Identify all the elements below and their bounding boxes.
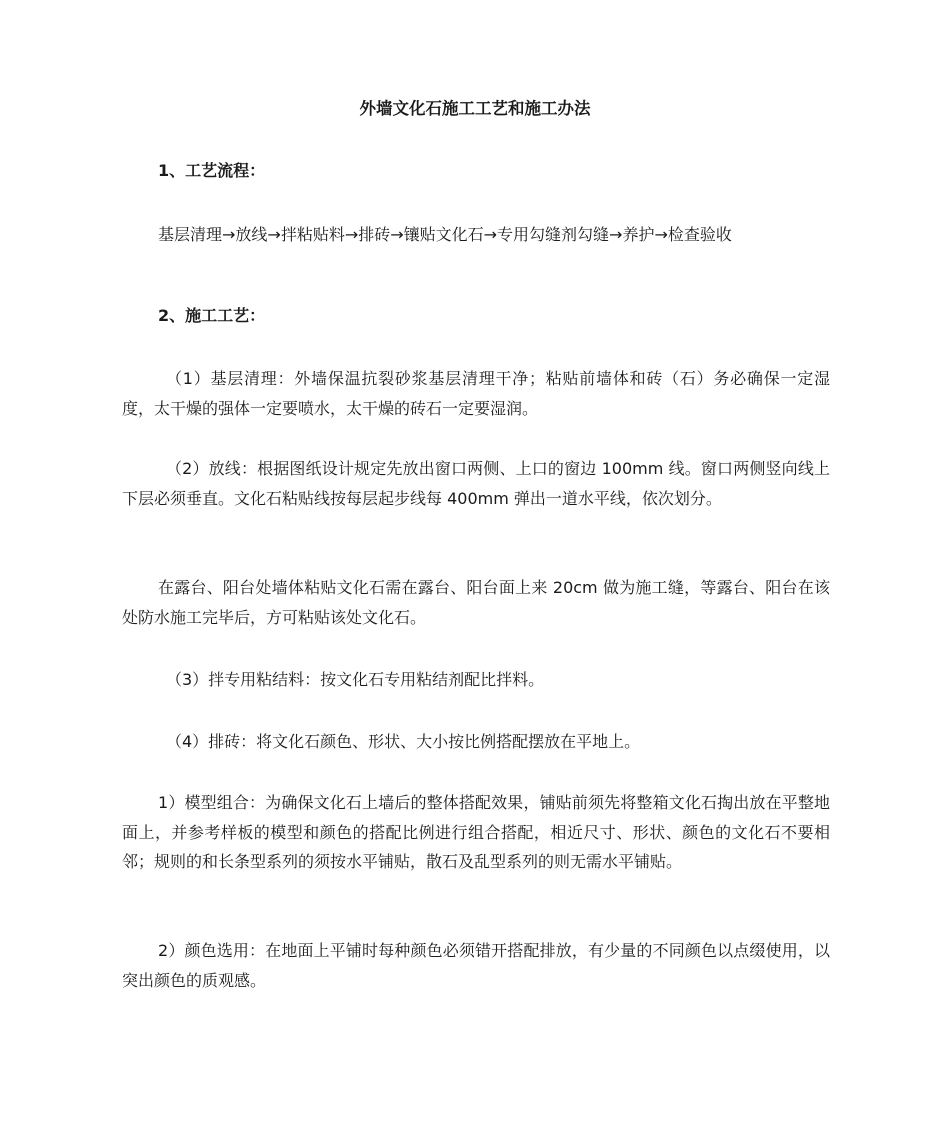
paragraph-balcony-joint: 在露台、阳台处墙体粘贴文化石需在露台、阳台面上来 20cm 做为施工缝，等露台、阳台在该处防水施工完毕后，方可粘贴该处文化石。 [122, 578, 830, 627]
paragraph-color-selection: 2）颜色选用：在地面上平铺时每种颜色必须错开搭配排放，有少量的不同颜色以点缀使用，以突出颜色的质观感。 [122, 941, 830, 990]
section-1-heading: 1、工艺流程： [158, 161, 266, 180]
paragraph-setting-out: （2）放线：根据图纸设计规定先放出窗口两侧、上口的窗边 100mm 线。窗口两侧竖向线上下层必须垂直。文化石粘贴线按每层起步线每 400mm 弹出一道水平线，依次划分。 [122, 459, 830, 508]
paragraph-model-combination: 1）模型组合：为确保文化石上墙后的整体搭配效果，铺贴前须先将整箱文化石掏出放在平整地面上，并参考样板的模型和颜色的搭配比例进行组合搭配，相近尺寸、形状、颜色的文化石不要相邻；规则的和长条型系列的须按水平铺贴，散石及乱型系列的则无需水平铺贴。 [122, 793, 830, 871]
paragraph-base-cleaning: （1）基层清理：外墙保温抗裂砂浆基层清理干净；粘贴前墙体和砖（石）务必确保一定湿度，太干燥的强体一定要喷水，太干燥的砖石一定要湿润。 [122, 369, 830, 418]
section-2-heading: 2、施工工艺： [158, 306, 266, 325]
process-flow-text: 基层清理→放线→拌粘贴料→排砖→镶贴文化石→专用勾缝剂勾缝→养护→检查验收 [158, 225, 732, 244]
document-title: 外墙文化石施工工艺和施工办法 [359, 99, 591, 118]
paragraph-arrangement: （4）排砖：将文化石颜色、形状、大小按比例搭配摆放在平地上。 [166, 732, 641, 751]
paragraph-mixing-adhesive: （3）拌专用粘结料：按文化石专用粘结剂配比拌料。 [166, 670, 545, 689]
